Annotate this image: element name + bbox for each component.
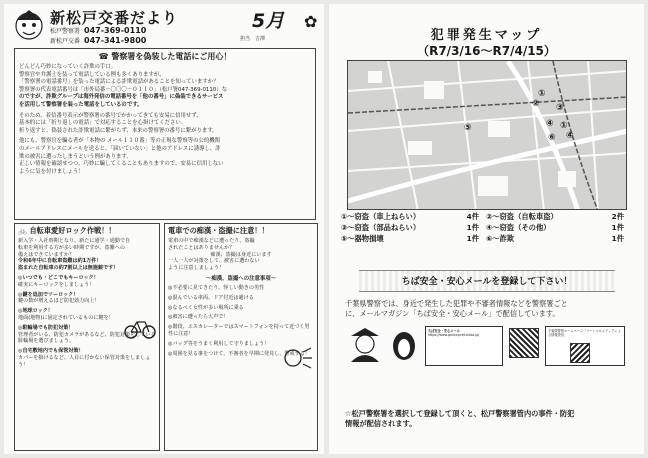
map-drawing [348,61,627,210]
mail-line: ☆松戸警察署を選択して登録して頂くと、松戸警察署管内の事件・防犯 [345,409,575,418]
column-line: 電車の中で痴漢などに遭ったり、盗撮 [168,238,255,244]
map-marker: ④ [546,119,554,129]
legend-item: ⑥～詐欺 1件 [486,234,624,243]
column-line: 令和6年中に自転車盗難は約1万件！ [18,258,102,265]
article-line: 正しい情報を確認せつつ、巧妙に騙してくることもありますので、安易に信用しない [19,161,224,168]
article-line: どんどん巧妙になっていく詐欺の手口。 [19,64,117,70]
column-line: 新入学・入社時期となり、新たに通学・通勤で自 [18,238,131,244]
map-marker: ① [538,89,546,99]
tip-item: ◎自宅敷地内でも保管対策！ カバーを掛けるなど、人目に付かない保管対策をしましょう！ [18,348,151,368]
legend-row [341,234,631,245]
article-line: 欺の被害に遭ったしまうという例があります。 [19,153,132,160]
legend-item: ⑤～器物損壊 1件 [341,234,479,243]
column-line: 転車を利用する方が多い時期ですが、盗難への [18,244,125,251]
legend-item: ④～窃盗（その他） 1件 [486,223,624,232]
article-line: のですが、詐欺グループは海外発信の電話番号を「他の番号」に偽装できるサービス [19,94,224,101]
tip-item: ◎いつでも・どこでもキーロック！ 確実にキーロックをしましょう！ [18,274,99,288]
mail-line: 千葉県警察では、身近で発生した犯罪や不審者情報などを警察署ごと [345,299,568,308]
article-line: 「警察署の電話番号」を装った電話による詐欺電話があることを知っていますか？ [19,79,219,86]
column-title: 電車での痴漢・盗撮に注意！！ [168,226,269,235]
column-line: 一人一人が対策をして、被害に遭わない [168,258,260,265]
penguin-mascot-icon [389,326,419,362]
column-line: ように注意しましょう！ [168,265,225,272]
article-line: 折り返すと、偽装された詐欺電話に繋がらず、本来の警察署の番号に繋がります。 [19,127,218,134]
tip-item: ◎階段、エスカレーターではスマートフォンを持って近づく男性に注意！ [168,324,310,337]
article-line: そのため、着信番号表示が警察署の番号でかかってきても安易に信用せず、 [19,112,202,119]
legend-item: ②～窃盗（自転車盗） 2件 [486,212,624,221]
legend-item: ①～窃盗（車上ねらい） 4件 [341,212,479,221]
legend-item: ③～窃盗（部品ねらい） 1件 [341,223,479,232]
map-marker: ⑥ [548,133,556,143]
column-line: されたことはありませんか？ [168,244,235,251]
mail-line: に、メールマガジン「ちば安全・安心メール」で配信しています。 [345,309,560,318]
article-line: を活用して警察署を装った電話をしているのです。 [19,101,143,108]
map-marker: ③ [556,103,564,113]
fraud-call-article [14,48,316,220]
police-officer-icon [345,326,385,362]
column-line: 痴漢、盗撮は身近にいます [210,251,272,258]
column-line: 備えはできていますか？ [18,251,75,258]
mail-description [345,299,629,319]
hp-info-box: 千葉県警察ホームページ「ソーシャルメディアによる情報発信」 [545,326,625,366]
bicycle-lock-column [14,223,160,451]
tip-item: ◎バッグ等をうまく利用して守りましょう！ [168,340,270,347]
column-title: 🚲 自転車愛好ロック作戦！！ [18,226,116,235]
tip-item: ◎周囲を見る事をつけて、不審者を早期に発見し、警戒する！ [168,350,310,357]
tip-item: ◎地球ロック！ 地面(地物)に固定されているものに鍵を！ [18,308,114,321]
newsletter-month: 5月 [252,10,285,32]
newsletter-header [4,4,324,46]
article-line: 警察官や弁護士を装って電話している例も多くありますが、 [19,71,165,78]
bicycle-icon: 🚲 [18,226,27,235]
koban-contact: 新松戸交番 047-341-9800 [50,36,147,45]
map-marker: ④ [566,131,574,141]
article-line: 他にも、警察官を騙る者が「本物の メール１１０番」等の正規な警察等の公的機関 [19,138,221,145]
crime-map-period: （R7/3/16～R7/4/15） [417,44,556,58]
article-title: ☎ 警察署を偽装した電話にご用心！ [98,52,232,61]
newsletter-title: 新松戸交番だより [50,9,179,27]
qr-code-icon [509,328,539,358]
alarm-illustration-icon [281,346,313,372]
tip-item: ◎混んでいる車両、ドア付近は避ける [168,294,254,301]
crime-map-title: 犯罪発生マップ [430,28,543,43]
police-mascot-icon [12,8,46,42]
flower-icon: ✿ [304,12,318,31]
phone-icon: ☎ [98,52,109,61]
newsletter-right-page [329,4,644,454]
tip-item: ◎なるべく女性が多い場所に乗る [168,304,244,311]
article-line: 基本的には「折り返しの電話」で対応することを心掛けてください。 [19,120,187,127]
legend-row [341,223,631,234]
column-subtitle: ～痴漢、盗撮への注意事項～ [205,275,277,282]
article-line: 警察署の代表電話番号は「市外局番－〇〇〇－０１１０」（松戸署047-369-0110）な [19,86,227,93]
mail-info-box: ちば安全・安心メール https://www.police.pref.chiba.jp/ [425,326,503,366]
train-molester-column [164,223,318,451]
mail-footer [345,409,635,429]
mail-line: 情報が配信されます。 [345,419,417,428]
tip-item: ◎不必要に見てきたり、怪しい動きの男性 [168,284,265,291]
tip-item: ◎鍵を追加でツーロック！ 鍵の数が増えるほど防犯効力向上！ [18,291,100,305]
header-note: 担当 吉澤 [240,36,266,42]
qr-code-icon [570,343,590,363]
station-contact: 松戸警察署 047-369-0110 [50,26,147,35]
tip-item: ◎被害に遭ったら大声で！ [168,314,229,321]
map-marker: ⑤ [464,123,472,133]
map-marker: ① [560,121,568,131]
mail-signup-banner: ちば安全・安心メールを登録して下さい！ [359,270,615,292]
column-line: 盗まれた自転車の約7割以上は無施錠です！ [18,265,119,272]
map-marker: ② [532,99,540,109]
article-line: のメールアドレスにメールを送ると、「届いていない」と他のアドレスに誘導し、詐 [19,145,221,152]
newsletter-left-page [4,4,324,454]
bicycle-illustration-icon [123,316,157,340]
tip-item: ◎駐輪場でも防犯対策！ 管理者がいる、防犯カメラがあるなど、防犯対策をしている駐輪場を選びましょう。 [18,324,156,345]
crime-map [347,60,627,210]
article-line: ように気を付けましょう！ [19,168,84,175]
crime-legend [341,212,631,245]
legend-row [341,212,631,223]
